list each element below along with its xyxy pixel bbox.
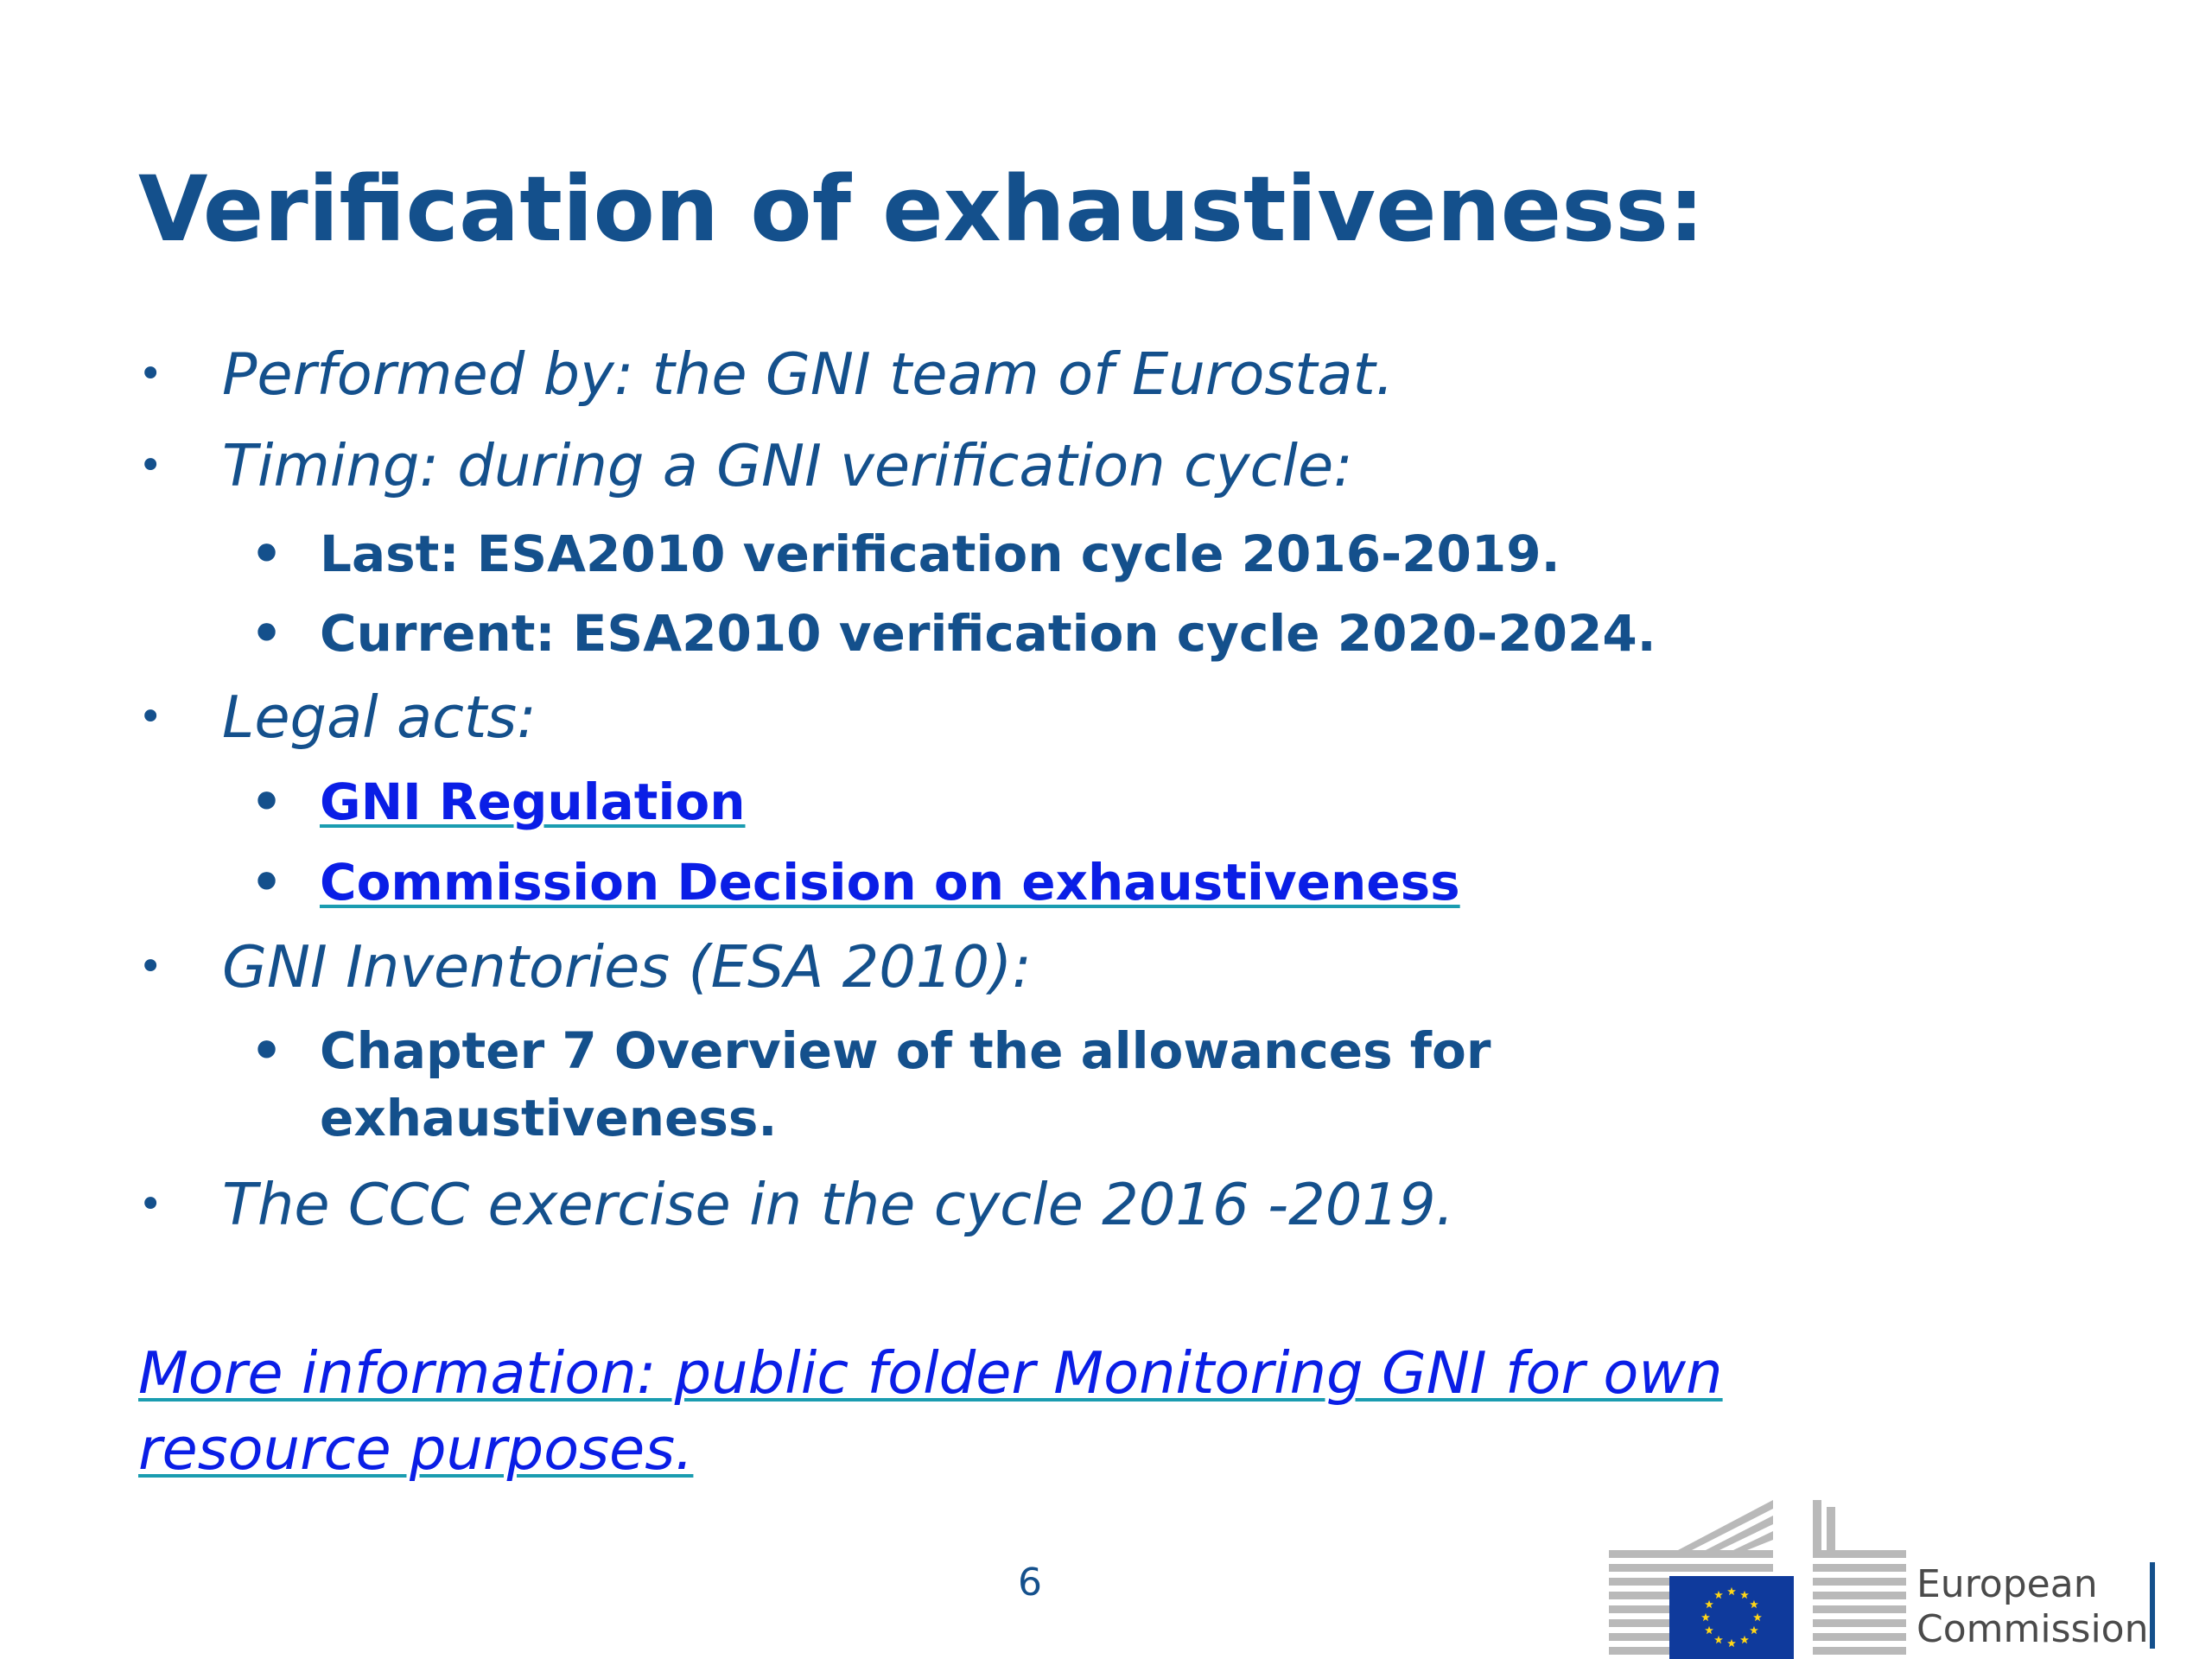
sub-bullet-dot: • — [251, 853, 283, 912]
bullet-dot: • — [138, 442, 163, 490]
chapter-7-line-2: exhaustiveness. — [320, 1089, 778, 1147]
logo-divider — [2150, 1562, 2155, 1649]
gni-regulation-link[interactable]: GNI Regulation — [320, 772, 746, 831]
more-info-paragraph — [138, 1335, 1901, 1487]
sub-bullet-text: Current: ESA2010 verification cycle 2020-2024. — [320, 604, 1656, 663]
page-number: 6 — [1018, 1560, 1042, 1605]
sub-bullet-text — [320, 849, 1460, 916]
bullet-text: Timing: during a GNI verification cycle: — [222, 432, 1353, 499]
logo-text-line-1: European — [1916, 1562, 2098, 1606]
bullet-dot: • — [138, 1180, 163, 1229]
sub-bullet-text — [320, 768, 746, 836]
logo-text — [1916, 1562, 2148, 1652]
bullet-dot: • — [138, 350, 163, 398]
sub-bullet-text: Last: ESA2010 verification cycle 2016-2019. — [320, 524, 1560, 583]
logo-text-line-2: Commission — [1916, 1607, 2149, 1651]
berlaymont-building-icon — [1609, 1500, 1906, 1659]
sub-bullet-dot: • — [251, 604, 283, 663]
bullet-dot: • — [138, 693, 163, 741]
bullet-dot: • — [138, 943, 163, 991]
chapter-7-line-1: Chapter 7 Overview of the allowances for — [320, 1021, 1491, 1080]
sub-bullet-dot: • — [251, 524, 283, 583]
commission-decision-link[interactable]: Commission Decision on exhaustiveness — [320, 853, 1460, 912]
sub-bullet-dot: • — [251, 1021, 283, 1080]
sub-bullet-text — [320, 1017, 1491, 1152]
more-info-link[interactable]: More information: public folder Monitoring GNI for own resource purposes. — [138, 1339, 1723, 1483]
sub-bullet-dot: • — [251, 772, 283, 831]
bullet-text: The CCC exercise in the cycle 2016 -2019. — [222, 1171, 1454, 1238]
bullet-text: GNI Inventories (ESA 2010): — [222, 933, 1032, 1001]
slide-title: Verification of exhaustiveness: — [138, 156, 1705, 262]
bullet-text: Performed by: the GNI team of Eurostat. — [222, 340, 1395, 408]
bullet-text: Legal acts: — [222, 683, 537, 751]
